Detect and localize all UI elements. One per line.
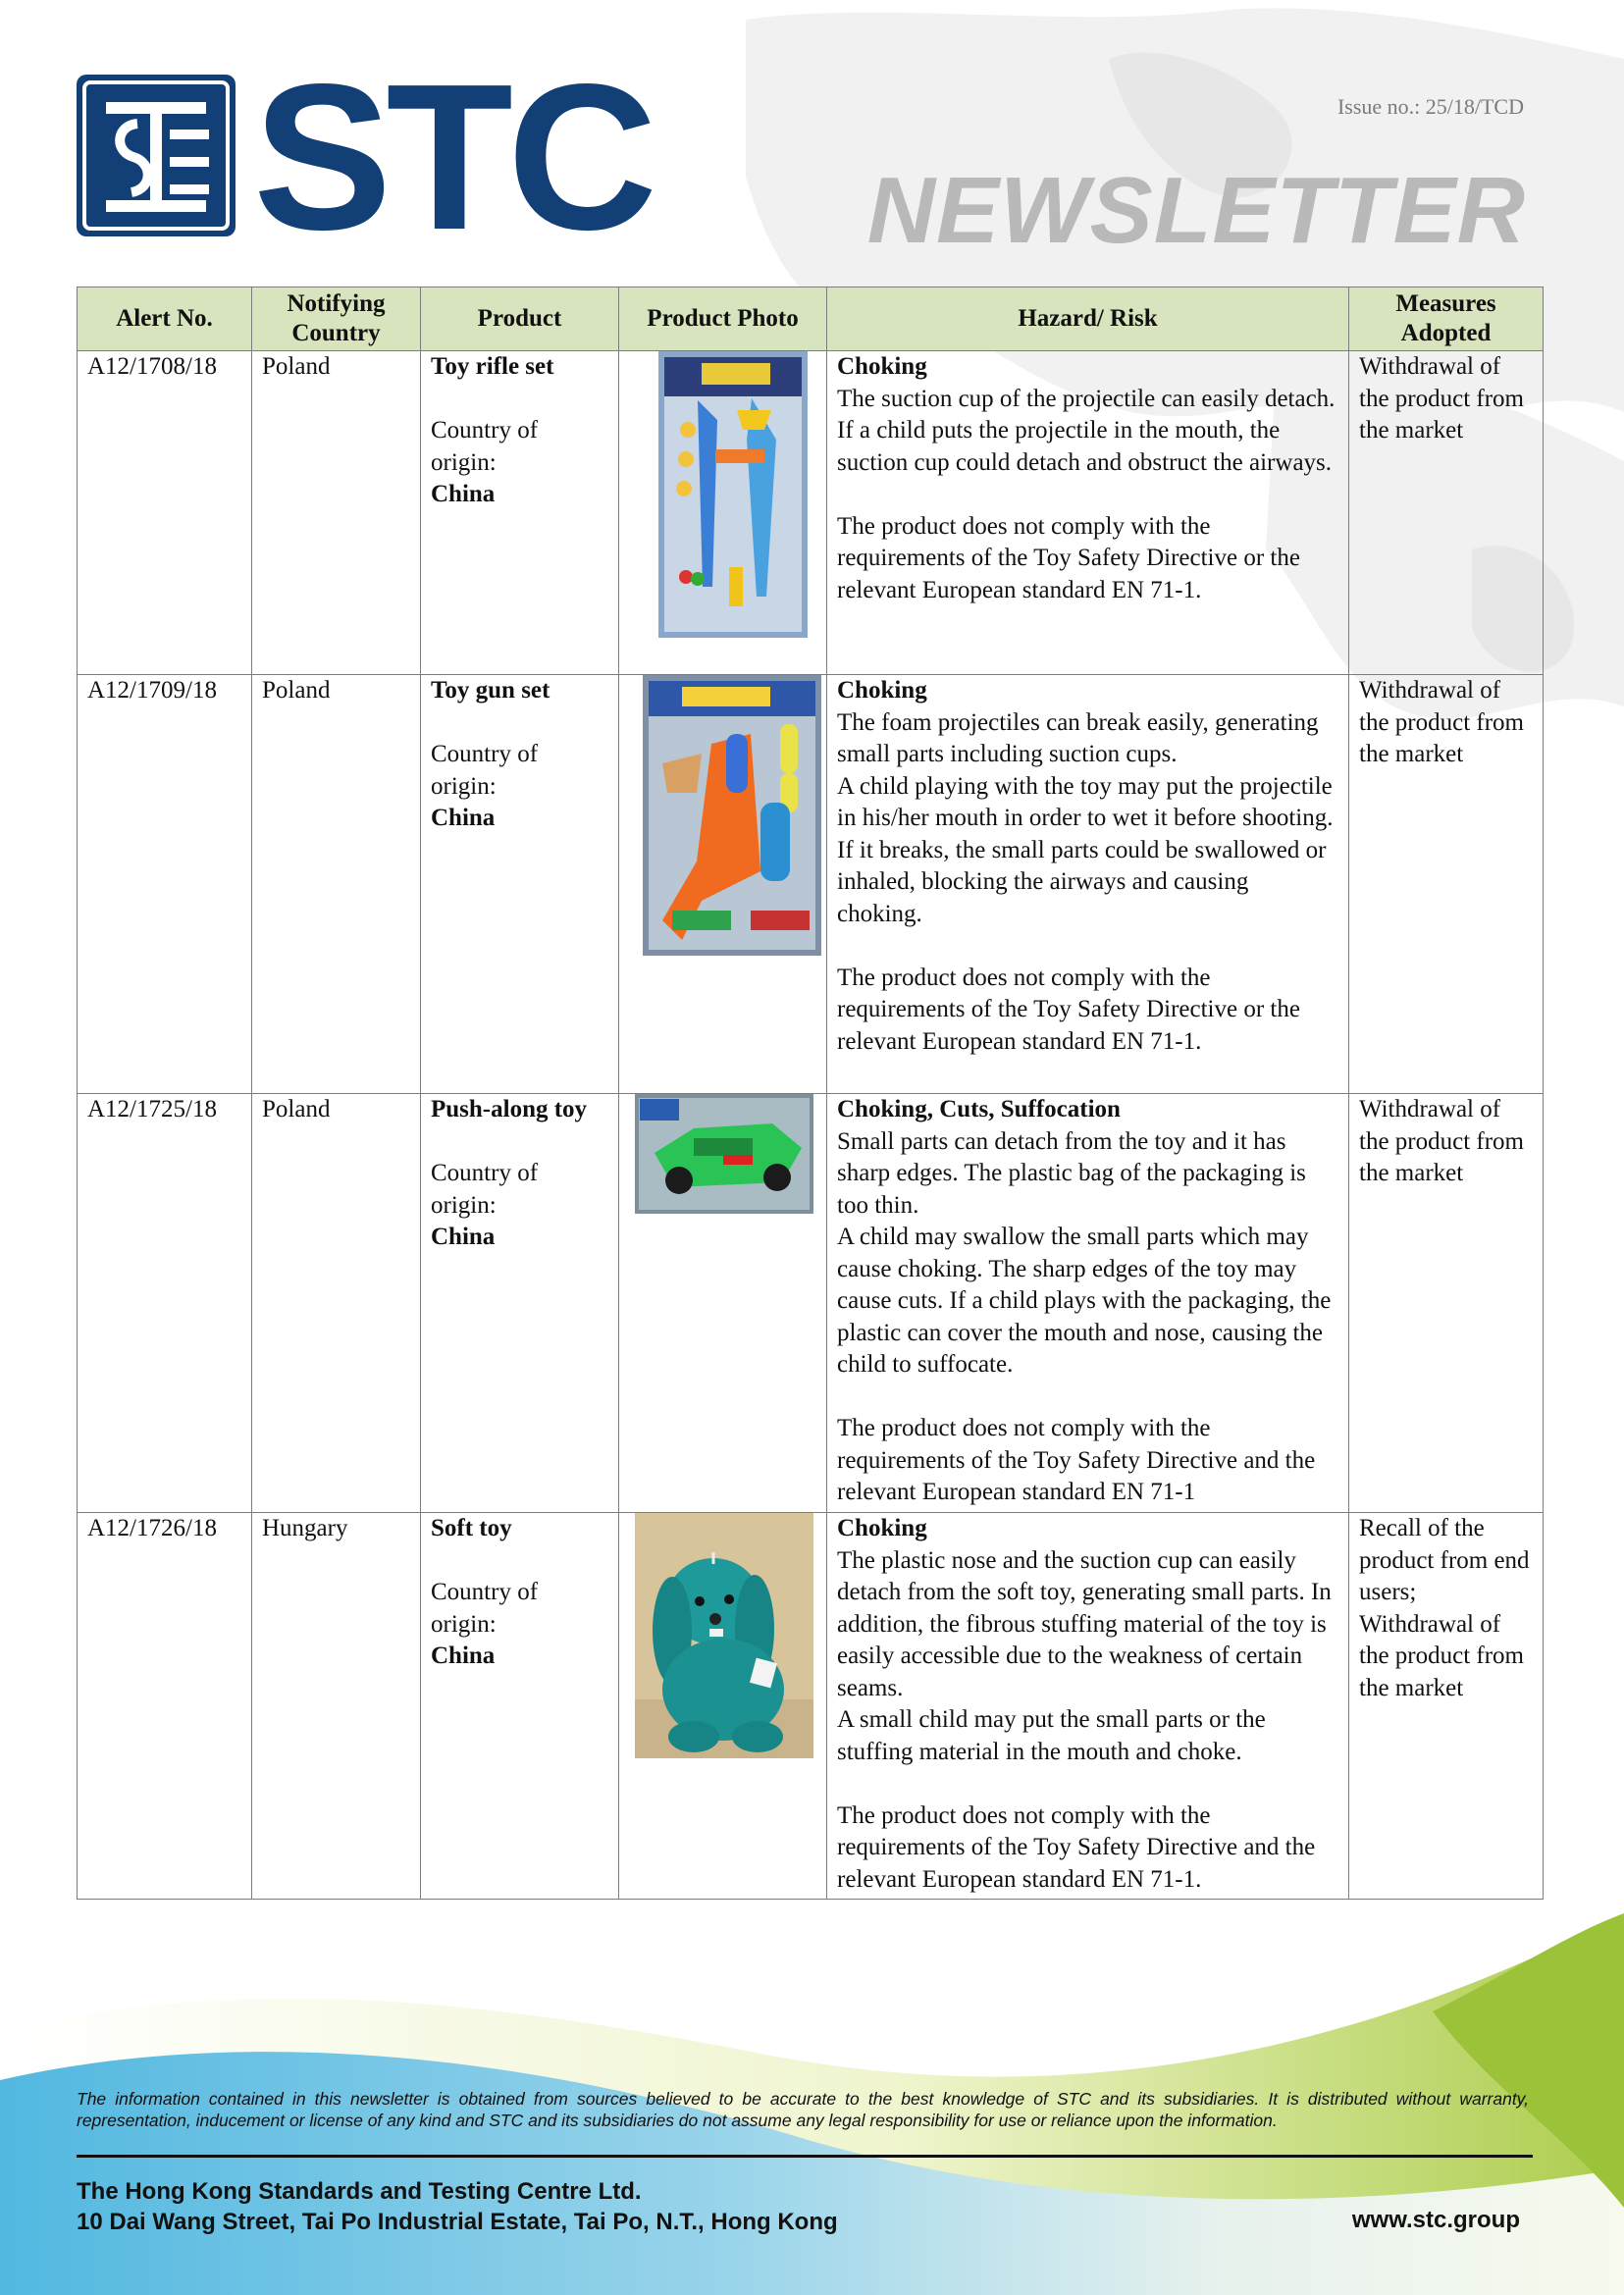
- hazard-description: Small parts can detach from the toy and it has sharp edges. The plastic bag of the packaging is too thin.: [837, 1127, 1306, 1219]
- hazard-risk: A child may swallow the small parts which may cause choking. The sharp edges of the toy may cause cuts. If a child plays with the packaging, the plastic can cover the mouth and nose, causing the child to suffocate.: [837, 1224, 1332, 1378]
- photo-cell: [619, 1094, 827, 1513]
- hazard-risk: If a child puts the projectile in the mouth, the suction cup could detach and obstruct the airways.: [837, 417, 1333, 476]
- header-alert-no: Alert No.: [78, 287, 252, 351]
- origin-label: Country of: [431, 417, 539, 443]
- hazard-title: Choking, Cuts, Suffocation: [837, 1096, 1121, 1122]
- measures-adopted: Withdrawal of the product from the market: [1349, 675, 1544, 1094]
- toy-gun-set-photo: [643, 675, 821, 956]
- issue-number: Issue no.: 25/18/TCD: [1336, 94, 1524, 119]
- table-row: [78, 1513, 1544, 1900]
- compliance-note: The product does not comply with the requirements of the Toy Safety Directive or the relevant European standard EN 71-1.: [837, 512, 1300, 603]
- alert-number: A12/1709/18: [78, 675, 252, 1094]
- newsletter-title: NEWSLETTER: [866, 158, 1526, 263]
- compliance-note: The product does not comply with the requirements of the Toy Safety Directive and the relevant European standard EN 71-1.: [837, 1801, 1316, 1893]
- photo-cell: [619, 351, 827, 675]
- hazard-cell: [827, 1094, 1349, 1513]
- disclaimer-text: The information contained in this newsletter is obtained from sources believed to be accurate to the best knowledge of STC and its subsidiaries. It is distributed without warranty, representation, inducement or license of any kind and STC and its subsidiaries do not assume any legal responsibility for use or reliance upon the information.: [77, 2089, 1529, 2130]
- origin-country: China: [431, 481, 496, 507]
- hazard-cell: [827, 351, 1349, 675]
- table-row: [78, 1094, 1544, 1513]
- product-cell: [421, 1094, 619, 1513]
- product-name: Toy rifle set: [431, 353, 554, 380]
- origin-country: China: [431, 805, 496, 831]
- origin-label: Country of: [431, 1160, 539, 1186]
- company-name: The Hong Kong Standards and Testing Centre Ltd.: [77, 2178, 642, 2205]
- soft-toy-photo: [635, 1513, 813, 1758]
- compliance-note: The product does not comply with the requirements of the Toy Safety Directive and the relevant European standard EN 71-1: [837, 1415, 1316, 1505]
- hazard-description: The foam projectiles can break easily, generating small parts including suction cups.: [837, 708, 1319, 767]
- stc-logo-mark: [77, 75, 236, 236]
- company-address-block: [77, 2176, 838, 2237]
- hazard-cell: [827, 1513, 1349, 1900]
- product-name: Soft toy: [431, 1515, 512, 1541]
- notifying-country: Poland: [252, 675, 421, 1094]
- measures-adopted: Withdrawal of the product from the market: [1349, 351, 1544, 675]
- hazard-title: Choking: [837, 1515, 927, 1541]
- hazard-description: The plastic nose and the suction cup can easily detach from the soft toy, generating small parts. In addition, the fibrous stuffing material of the toy is easily accessible due to the weakness of certain seams.: [837, 1546, 1332, 1701]
- header-hazard-risk: Hazard/ Risk: [827, 287, 1349, 351]
- alerts-table: [77, 287, 1544, 1900]
- header-product: Product: [421, 287, 619, 351]
- origin-label: Country of: [431, 1579, 539, 1605]
- hazard-cell: [827, 675, 1349, 1094]
- company-address: 10 Dai Wang Street, Tai Po Industrial Estate, Tai Po, N.T., Hong Kong: [77, 2209, 838, 2235]
- alert-number: A12/1725/18: [78, 1094, 252, 1513]
- product-cell: [421, 675, 619, 1094]
- origin-label: origin:: [431, 1610, 497, 1638]
- compliance-note: The product does not comply with the requirements of the Toy Safety Directive or the relevant European standard EN 71-1.: [837, 964, 1300, 1055]
- product-name: Toy gun set: [431, 677, 550, 704]
- hazard-description: The suction cup of the projectile can easily detach.: [837, 385, 1336, 412]
- notifying-country: Poland: [252, 351, 421, 675]
- hazard-title: Choking: [837, 677, 927, 704]
- table-row: [78, 351, 1544, 675]
- product-cell: [421, 1513, 619, 1900]
- table-row: [78, 675, 1544, 1094]
- origin-country: China: [431, 1643, 496, 1669]
- product-name: Push-along toy: [431, 1096, 588, 1122]
- origin-label: origin:: [431, 772, 497, 800]
- hazard-risk: A small child may put the small parts or the stuffing material in the mouth and choke.: [837, 1706, 1266, 1765]
- notifying-country: Hungary: [252, 1513, 421, 1900]
- stc-logo-text: STC: [253, 40, 652, 273]
- photo-cell: [619, 675, 827, 1094]
- table-header-row: [78, 287, 1544, 351]
- push-along-toy-photo: [635, 1094, 813, 1214]
- hazard-title: Choking: [837, 353, 927, 380]
- product-cell: [421, 351, 619, 675]
- photo-cell: [619, 1513, 827, 1900]
- origin-country: China: [431, 1224, 496, 1250]
- header-measures-adopted: Measures Adopted: [1349, 287, 1544, 351]
- measures-adopted: Withdrawal of the product from the market: [1349, 1094, 1544, 1513]
- toy-rifle-set-photo: [658, 351, 808, 638]
- header-notifying-country: Notifying Country: [252, 287, 421, 351]
- alert-number: A12/1708/18: [78, 351, 252, 675]
- notifying-country: Poland: [252, 1094, 421, 1513]
- origin-label: origin:: [431, 448, 497, 476]
- alert-number: A12/1726/18: [78, 1513, 252, 1900]
- hazard-risk: A child playing with the toy may put the projectile in his/her mouth in order to wet it before shooting. If it breaks, the small parts could be swallowed or inhaled, blocking the airways and causing choking.: [837, 772, 1334, 927]
- origin-label: origin:: [431, 1191, 497, 1219]
- measures-adopted: Recall of the product from end users; Withdrawal of the product from the market: [1349, 1513, 1544, 1900]
- header-product-photo: Product Photo: [619, 287, 827, 351]
- footer-divider: [77, 2155, 1533, 2158]
- website-link[interactable]: www.stc.group: [1351, 2207, 1520, 2233]
- origin-label: Country of: [431, 741, 539, 767]
